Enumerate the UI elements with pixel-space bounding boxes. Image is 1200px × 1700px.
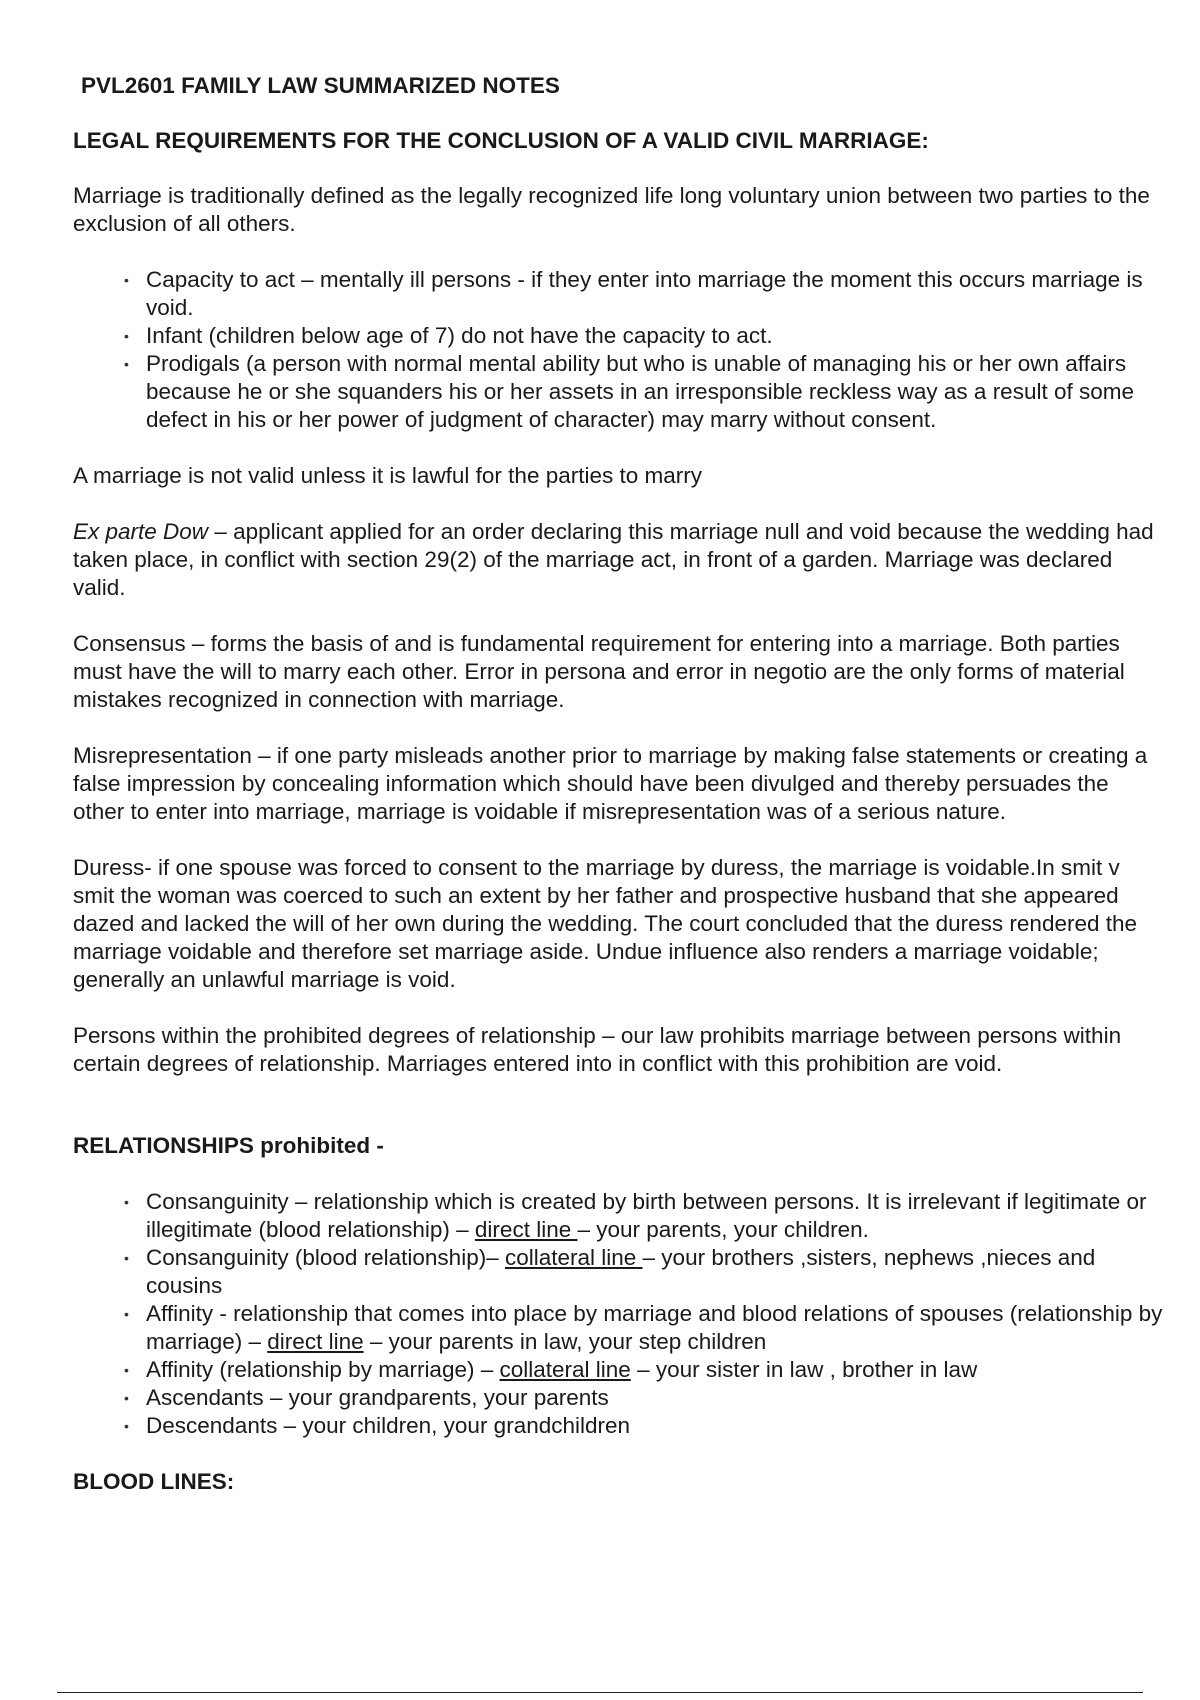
capacity-bullet-list <box>73 266 1163 434</box>
list-item-prodigals: • Prodigals (a person with normal mental ability but who is unable of managing his or her own affairs because he or she squanders his or her assets in an irresponsible reckless way as a result of some defect in his or her power of judgment of character) may marry without consent. <box>146 350 1163 434</box>
marriage-definition-paragraph: Marriage is traditionally defined as the legally recognized life long voluntary union between two parties to the exclusion of all others. <box>73 183 1150 236</box>
case-text: – applicant applied for an order declaring this marriage null and void because the wedding had taken place, in conflict with section 29(2) of the marriage act, in front of a garden. Marriage was declared valid. <box>73 519 1154 600</box>
list-item-consanguinity-collateral <box>146 1244 1163 1300</box>
line-type-label: collateral line <box>504 1245 643 1270</box>
item-text-after: – your sister in law , brother in law <box>630 1357 978 1382</box>
section-heading-legal-requirements: LEGAL REQUIREMENTS FOR THE CONCLUSION OF A VALID CIVIL MARRIAGE: <box>73 128 929 153</box>
list-item-affinity-collateral <box>146 1356 1163 1384</box>
document-title: PVL2601 FAMILY LAW SUMMARIZED NOTES <box>81 73 560 98</box>
duress-paragraph: Duress- if one spouse was forced to consent to the marriage by duress, the marriage is voidable.In smit v smit the woman was coerced to such an extent by her father and prospective husband that she appeared dazed and lacked the will of her own during the wedding. The court concluded that the duress rendered the marriage voidable and therefore set marriage aside. Undue influence also renders a marriage voidable; generally an unlawful marriage is void. <box>73 855 1138 992</box>
section-heading-relationships: RELATIONSHIPS prohibited - <box>73 1133 384 1158</box>
line-type-label: direct line <box>474 1217 578 1242</box>
item-text-after: – your parents, your children. <box>577 1217 869 1242</box>
list-item-ascendants <box>146 1384 1163 1412</box>
list-item-consanguinity-direct <box>146 1188 1163 1244</box>
list-item-affinity-direct <box>146 1300 1163 1356</box>
item-text: Consanguinity (blood relationship)– <box>146 1245 505 1270</box>
item-text: Ascendants – your grandparents, your parents <box>146 1385 609 1410</box>
list-item-infant: • Infant (children below age of 7) do not have the capacity to act. <box>146 322 1163 350</box>
misrepresentation-paragraph: Misrepresentation – if one party misleads another prior to marriage by making false statements or creating a false impression by concealing information which should have been divulged and thereby persuades the other to enter into marriage, marriage is voidable if misrepresentation was of a serious nature. <box>73 743 1148 824</box>
section-heading-blood-lines: BLOOD LINES: <box>73 1469 235 1494</box>
case-name: Ex parte Dow <box>73 519 209 544</box>
line-type-label: collateral line <box>499 1357 631 1382</box>
case-paragraph-ex-parte-dow <box>73 518 1163 602</box>
item-text: Affinity - relationship that comes into place by marriage and blood relations of spouses (relationship by marriage) – <box>146 1301 1163 1354</box>
item-text-after: – your brothers ,sisters, nephews ,nieces and cousins <box>146 1245 1096 1298</box>
lawful-paragraph: A marriage is not valid unless it is lawful for the parties to marry <box>73 463 703 488</box>
list-item-capacity: • Capacity to act – mentally ill persons - if they enter into marriage the moment this occurs marriage is void. <box>146 266 1163 322</box>
item-text-after: – your parents in law, your step children <box>363 1329 767 1354</box>
prohibited-degrees-paragraph: Persons within the prohibited degrees of relationship – our law prohibits marriage between persons within certain degrees of relationship. Marriages entered into in conflict with this prohibition are void. <box>73 1023 1122 1076</box>
item-text: Affinity (relationship by marriage) – <box>146 1357 500 1382</box>
item-text: Consanguinity – relationship which is created by birth between persons. It is irrelevant if legitimate or illegitimate (blood relationship) – <box>146 1189 1147 1242</box>
line-type-label: direct line <box>267 1329 364 1354</box>
consensus-paragraph: Consensus – forms the basis of and is fundamental requirement for entering into a marriage. Both parties must have the will to marry each other. Error in persona and error in negotio are the only forms of material mistakes recognized in connection with marriage. <box>73 631 1125 712</box>
list-item-descendants <box>146 1412 1163 1440</box>
item-text: Descendants – your children, your grandchildren <box>146 1413 631 1438</box>
footer-divider <box>57 1692 1143 1693</box>
document-page <box>73 72 1163 1496</box>
relationships-bullet-list <box>73 1188 1163 1440</box>
